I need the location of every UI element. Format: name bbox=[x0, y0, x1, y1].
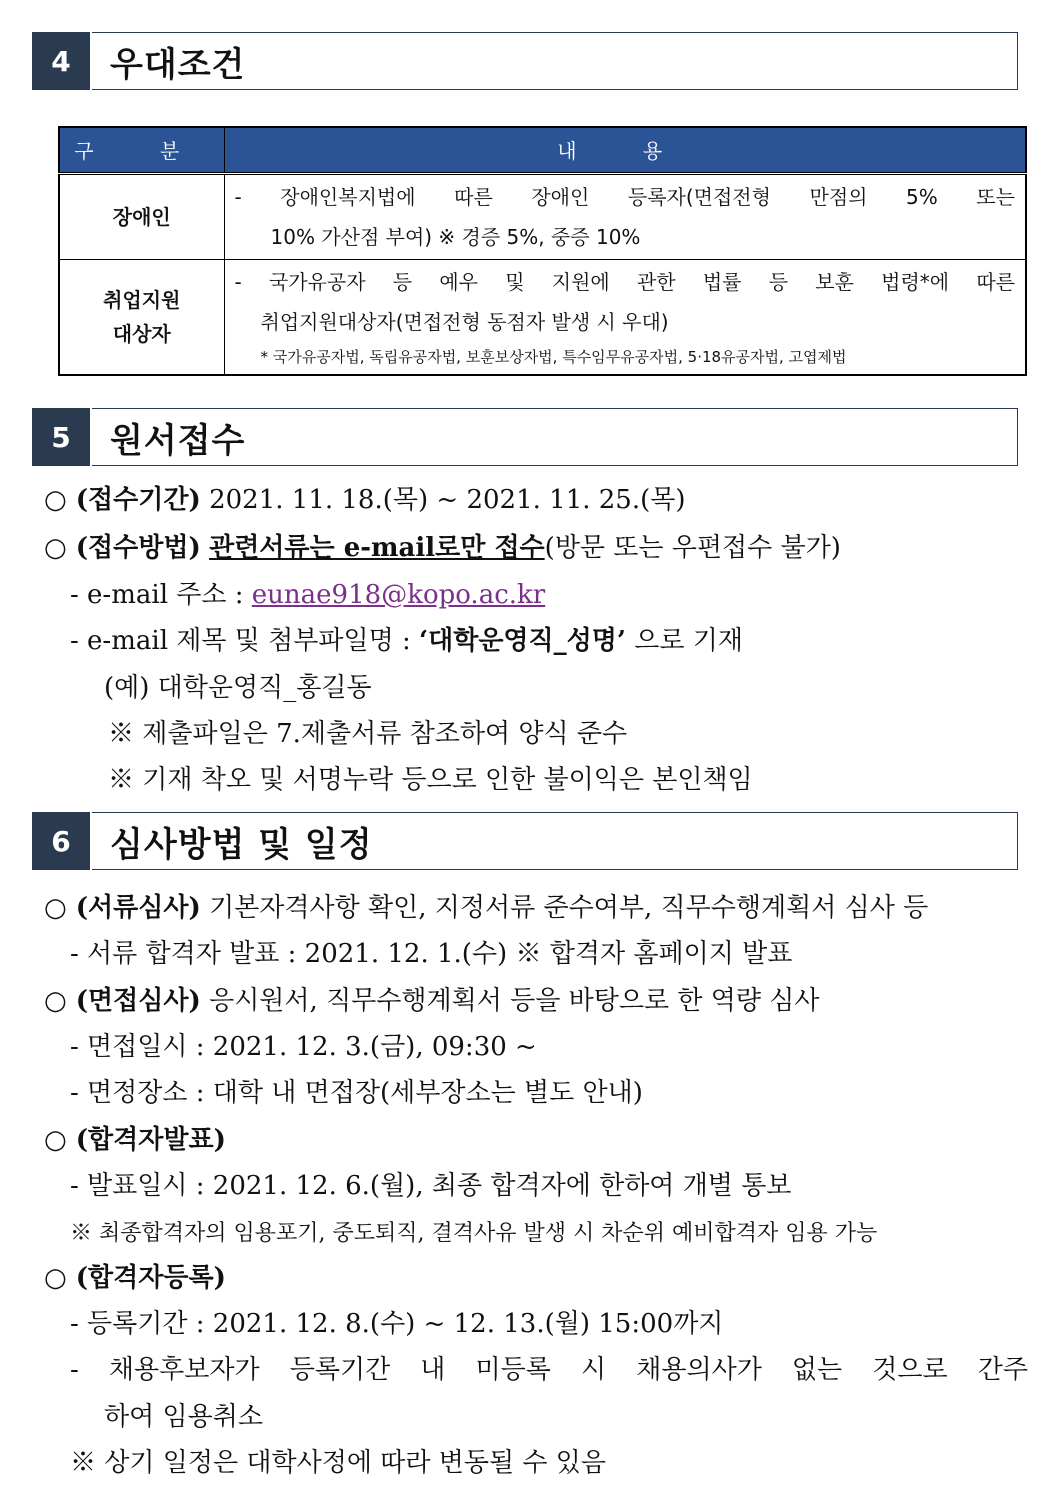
category-line: 취업지원 bbox=[103, 287, 181, 312]
category-line: 대상자 bbox=[112, 321, 171, 346]
preference-table bbox=[58, 126, 1027, 376]
registration-period-line: - 등록기간 : 2021. 12. 8.(수) ~ 12. 13.(월) 15:00까지 bbox=[70, 1309, 724, 1339]
application-method bbox=[44, 528, 841, 568]
note-line: ※ 제출파일은 7.제출서류 참조하여 양식 준수 bbox=[108, 719, 628, 749]
row-category: 장애인 bbox=[59, 173, 224, 259]
row-content bbox=[224, 259, 1026, 375]
section-title: 심사방법 및 일정 bbox=[92, 812, 1018, 870]
document-result-line: - 서류 합격자 발표 : 2021. 12. 1.(수) ※ 합격자 홈페이지 발표 bbox=[70, 939, 793, 969]
result-announcement-label: ○ (합격자발표) bbox=[44, 1125, 226, 1155]
row-category bbox=[59, 259, 224, 375]
section-5-header bbox=[32, 408, 1018, 466]
content-line: 10% 가산점 부여) ※ 경증 5%, 중증 10% bbox=[270, 224, 641, 249]
interview-place-line: - 면정장소 : 대학 내 면접장(세부장소는 별도 안내) bbox=[70, 1078, 643, 1108]
section-title: 우대조건 bbox=[92, 32, 1018, 90]
content-line: - 국가유공자 등 예우 및 지원에 관한 법률 등 보훈 법령*에 따른 bbox=[234, 269, 1015, 294]
item-text: - e-mail 주소 : bbox=[70, 580, 252, 610]
registration-note-line: - 채용후보자가 등록기간 내 미등록 시 채용의사가 없는 것으로 간주 bbox=[70, 1355, 1028, 1385]
item-text: - e-mail 제목 및 첨부파일명 : bbox=[70, 626, 420, 656]
table-row bbox=[59, 259, 1026, 375]
item-text: 응시원서, 직무수행계획서 등을 바탕으로 한 역량 심사 bbox=[200, 986, 820, 1016]
section-number: 5 bbox=[32, 408, 90, 466]
section-number: 4 bbox=[32, 32, 90, 90]
interview-date-line: - 면접일시 : 2021. 12. 3.(금), 09:30 ~ bbox=[70, 1032, 537, 1062]
section-title: 원서접수 bbox=[92, 408, 1018, 466]
header-category: 구 분 bbox=[59, 127, 224, 173]
content-line: 취업지원대상자(면접전형 동점자 발생 시 우대) bbox=[260, 309, 669, 334]
application-period bbox=[44, 480, 686, 520]
document-review bbox=[44, 888, 928, 928]
example-line: (예) 대학운영직_홍길동 bbox=[104, 673, 372, 703]
email-address-line bbox=[70, 575, 545, 615]
table-header-row bbox=[59, 127, 1026, 173]
header-content: 내 용 bbox=[224, 127, 1026, 173]
table-row bbox=[59, 173, 1026, 259]
note-line: ※ 상기 일정은 대학사정에 따라 변동될 수 있음 bbox=[70, 1448, 606, 1478]
row-content bbox=[224, 173, 1026, 259]
registration-note-line: 하여 임용취소 bbox=[104, 1402, 263, 1432]
announcement-date-line: - 발표일시 : 2021. 12. 6.(월), 최종 합격자에 한하여 개별 통보 bbox=[70, 1171, 792, 1201]
interview-review bbox=[44, 981, 819, 1021]
registration-label: ○ (합격자등록) bbox=[44, 1263, 226, 1293]
item-label: ○ (접수방법) bbox=[44, 533, 201, 563]
note-line: ※ 기재 착오 및 서명누락 등으로 인한 불이익은 본인책임 bbox=[108, 765, 753, 795]
email-subject-line bbox=[70, 621, 743, 661]
note-line: ※ 최종합격자의 임용포기, 중도퇴직, 결격사유 발생 시 차순위 예비합격자 임용 가능 bbox=[70, 1221, 878, 1246]
content-line: - 장애인복지법에 따른 장애인 등록자(면접전형 만점의 5% 또는 bbox=[234, 184, 1015, 209]
section-6-header bbox=[32, 812, 1018, 870]
footnote: * 국가유공자법, 독립유공자법, 보훈보상자법, 특수임무유공자법, 5·18유공자법, 고엽제법 bbox=[260, 347, 847, 366]
item-label: ○ (접수기간) bbox=[44, 485, 201, 515]
item-text: 기본자격사항 확인, 지정서류 준수여부, 직무수행계획서 심사 등 bbox=[200, 893, 929, 923]
item-text: 2021. 11. 18.(목) ~ 2021. 11. 25.(목) bbox=[200, 485, 686, 515]
section-4-header bbox=[32, 32, 1018, 90]
email-link[interactable]: eunae918@kopo.ac.kr bbox=[251, 580, 546, 610]
item-label: ○ (면접심사) bbox=[44, 986, 201, 1016]
item-label: ○ (서류심사) bbox=[44, 893, 201, 923]
item-text: 으로 기재 bbox=[625, 626, 743, 656]
item-text: (방문 또는 우편접수 불가) bbox=[544, 533, 841, 563]
section-number: 6 bbox=[32, 812, 90, 870]
item-emphasis: 관련서류는 e-mail로만 접수 bbox=[209, 533, 545, 563]
item-emphasis: ‘대학운영직_성명’ bbox=[419, 626, 626, 656]
